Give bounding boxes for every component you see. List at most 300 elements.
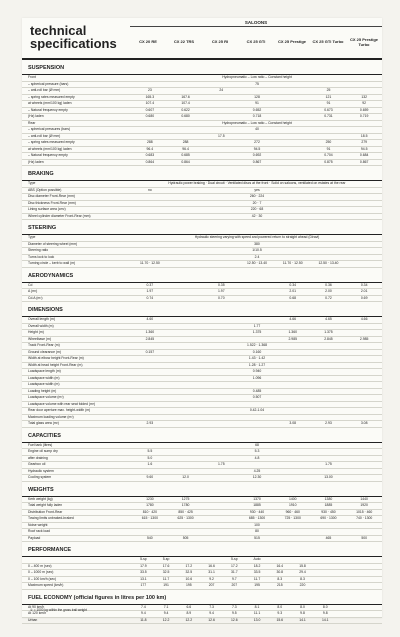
row-value: 1400 [288, 496, 297, 501]
row-label: Engine oil sump dry [28, 449, 58, 453]
row-label: Ground clearance (m) [28, 349, 61, 354]
row-value: 100 [254, 522, 260, 527]
row-label: Width at elbow height Front-Rear (m) [28, 356, 84, 360]
row-value: 11.8 [140, 617, 147, 622]
row-values [132, 140, 382, 146]
row-value: 0.68 [289, 295, 297, 300]
row-value: 1380 [324, 496, 333, 501]
row-label: Cd [28, 282, 33, 287]
row-values [132, 456, 382, 462]
row-value [239, 337, 275, 343]
row-value: 18.5 [360, 133, 368, 138]
row-value [275, 88, 311, 94]
row-label: 0 – 100 km/h (sec) [28, 576, 57, 581]
row-value: 215 [276, 583, 283, 587]
row-value: 1.75 [325, 462, 332, 466]
row-values [132, 343, 382, 349]
row-values [132, 181, 382, 187]
section-title: SUSPENSION [22, 60, 382, 75]
row-value: 1780 [146, 503, 154, 507]
row-value: 1370 [253, 496, 261, 501]
row-value [314, 577, 337, 583]
row-value [168, 449, 204, 455]
row-values [132, 153, 382, 159]
row-value [291, 557, 314, 563]
row-value: 0.157 [145, 349, 155, 354]
row-value [168, 462, 204, 468]
row-value [168, 350, 204, 356]
row-value: 1.096 [252, 375, 262, 380]
row-values [132, 421, 382, 427]
row-value [275, 114, 311, 120]
row-values [132, 201, 382, 207]
column-header: CX 25 Prestige Turbo [349, 36, 378, 47]
row-value: 1.97 [146, 289, 154, 293]
row-label [22, 557, 132, 563]
row-value [203, 147, 239, 153]
row-values [132, 510, 382, 516]
row-label: Height (m) [28, 330, 44, 334]
row-value [168, 188, 204, 194]
footnote: ② = 1000 kg within the gross trail weight [30, 608, 87, 612]
row-value: 1440 [360, 496, 368, 501]
row-value: 9.7 [231, 576, 237, 581]
column-header: CX 20 RE [139, 39, 157, 45]
row-label: – spring rates measured empty [28, 94, 75, 99]
row-value [132, 402, 382, 408]
row-value [203, 330, 239, 336]
row-value [346, 261, 382, 267]
row-value [203, 449, 239, 455]
row-label: Fuel tank (litres) [28, 442, 53, 447]
row-value: 13.1 [140, 576, 147, 581]
row-value: 0.683 [145, 153, 155, 157]
row-value [275, 153, 311, 159]
row-label: Towing limits unbraked-braked [28, 516, 74, 520]
row-value: 9.4 [141, 611, 146, 615]
row-label: Loadspace volume with rear seat folded (m³) [28, 401, 96, 406]
row-value: 9.5 [231, 611, 237, 615]
spec-section [22, 590, 382, 625]
row-label: Type [28, 181, 36, 185]
section-title: CAPACITIES [22, 428, 382, 443]
row-label: Rear [28, 120, 36, 125]
row-values [132, 443, 382, 449]
row-value: 1885 [324, 503, 333, 507]
row-value [168, 456, 204, 462]
row-values [132, 516, 382, 522]
spec-section [22, 302, 382, 428]
row-values [132, 497, 382, 503]
row-value: 24 [219, 88, 224, 92]
row-value: 2.93 [146, 421, 154, 425]
row-value [203, 350, 239, 356]
row-value: 121 [325, 94, 332, 99]
spec-row [22, 618, 382, 625]
row-value: 31.7 [231, 570, 238, 574]
row-values [132, 376, 382, 382]
row-value [337, 564, 360, 570]
section-title: AERODYNAMICS [22, 268, 382, 283]
row-value: 2.93 [325, 421, 332, 425]
row-value: 10.6 [185, 576, 193, 581]
spec-section [22, 482, 382, 543]
row-value [203, 456, 239, 462]
row-value: 625 · 1300 [177, 516, 194, 520]
row-value [311, 350, 347, 356]
row-value: 3.08 [360, 421, 368, 425]
row-label: – anti-roll bar (Ø mm) [28, 133, 61, 138]
row-value: 96.4 [146, 146, 154, 151]
row-value [346, 462, 382, 468]
row-value: 16.4 [276, 563, 284, 568]
row-value [239, 296, 275, 302]
row-label: – spring rates measured empty [28, 140, 75, 144]
row-value [203, 114, 239, 120]
row-value: 9.60 [146, 475, 154, 479]
row-label: Loadspace volume (m³) [28, 395, 64, 399]
row-value: 4.25 [253, 468, 261, 473]
row-value: Hydraulic power braking · Dual circuit · Ventilated discs at the front · Solid on saloons, ventilated on estates at the rear [168, 181, 346, 185]
section-title: PERFORMANCE [22, 542, 382, 557]
spec-section [22, 428, 382, 482]
row-label: Cd.A (m²) [28, 295, 43, 300]
row-value [359, 570, 382, 576]
row-value [203, 536, 239, 542]
row-value: 8.3 [277, 576, 283, 581]
spec-page [22, 18, 382, 622]
row-value: 31.1 [208, 570, 215, 574]
column-header-cells [130, 27, 382, 58]
row-label: Total weight fully laden [28, 503, 63, 507]
row-label: Disc diameter Front-Rear (mm) [28, 194, 75, 198]
row-values [132, 147, 382, 153]
row-values [132, 415, 382, 421]
row-label: – spherical pressure (bars) [28, 81, 69, 86]
row-value: 1885 [253, 503, 261, 507]
row-values [132, 121, 382, 127]
row-value: 195 [186, 583, 192, 587]
row-value [337, 583, 360, 589]
row-value [314, 564, 337, 570]
row-value: 505 [182, 535, 189, 540]
row-value [311, 456, 347, 462]
row-values [132, 289, 382, 295]
row-value: 0.70 [217, 295, 225, 300]
row-value: 7.3 [231, 604, 237, 609]
row-value: 207 [208, 583, 215, 587]
row-value: 30.8 [276, 570, 284, 574]
row-label: at wheels (mm/100 kg) laden [28, 146, 72, 151]
row-value: 0.875 [324, 159, 333, 164]
row-value [168, 317, 204, 323]
row-value: 220 · 68 [250, 207, 264, 211]
row-value: 14.1 [299, 617, 306, 622]
row-value: 9.3 [277, 611, 283, 615]
row-value: 13.00 [324, 475, 333, 479]
row-value: 1015 · 460 [356, 509, 373, 514]
row-value [203, 317, 239, 323]
column-header: CX 22 TRS [173, 39, 195, 45]
row-value: 250 [325, 140, 332, 144]
row-value: 0.685 [181, 153, 190, 157]
row-values [132, 160, 382, 166]
row-value: 12.2 [162, 617, 170, 622]
row-label: At 90 km/h [28, 604, 45, 609]
row-value: 0.659 [359, 107, 369, 112]
row-values [132, 583, 382, 589]
spec-section [22, 166, 382, 220]
row-label: – Natural frequency empty [28, 107, 68, 112]
row-value [239, 421, 275, 427]
row-value: 515 [254, 535, 260, 540]
row-value [275, 140, 311, 146]
row-value: 5.5 [147, 449, 153, 453]
row-value [168, 283, 204, 289]
row-label: Overall width (m) [28, 323, 54, 328]
row-value: 0.622 [181, 107, 190, 112]
row-values [132, 214, 382, 220]
row-value: 128 [254, 94, 260, 99]
row-value: 7.1 [163, 604, 169, 609]
row-value: 1.375 [252, 330, 262, 334]
row-value: 0.731 [324, 114, 333, 118]
row-value: 810 · 420 [142, 509, 158, 514]
row-value: 5-sp [162, 557, 170, 561]
row-value: 740 · 1300 [356, 516, 373, 520]
row-value: 690 · 1300 [320, 516, 337, 520]
row-value: 1920 [360, 503, 368, 507]
row-value: 8.0 [322, 604, 328, 609]
row-value [337, 557, 360, 563]
row-value: 1/10.5 [252, 248, 262, 252]
row-value: 29.4 [299, 570, 306, 574]
row-values [132, 611, 382, 617]
row-value: 2.845 [324, 336, 333, 341]
row-values [132, 529, 382, 535]
row-value: 16.6 [208, 563, 215, 568]
spec-section [22, 60, 382, 166]
row-value: 94.5 [253, 146, 261, 151]
row-values [132, 503, 382, 509]
row-value: 17.9 [140, 563, 147, 568]
row-value: 465 [325, 535, 332, 540]
row-label: (Hz) laden [28, 159, 44, 164]
row-value [275, 462, 311, 468]
row-value [311, 449, 347, 455]
row-value [275, 536, 311, 542]
row-label: A (m²) [28, 289, 38, 293]
row-label: after draining [28, 455, 48, 460]
row-value: 12.50 · 13.40 [247, 261, 267, 265]
row-value: 4.60 [146, 317, 154, 321]
row-value: 1.6 [147, 462, 153, 466]
row-value [337, 570, 360, 576]
row-value: 42 · 30 [251, 213, 263, 218]
row-value [346, 88, 382, 94]
row-value [359, 611, 382, 617]
row-value: 3.08 [289, 421, 297, 425]
row-value [337, 577, 360, 583]
row-values [132, 235, 382, 241]
row-value: Auto [253, 557, 261, 561]
row-label: – spherical pressures (bars) [28, 127, 71, 131]
row-value: 0.867 [252, 159, 262, 164]
row-values [132, 317, 382, 323]
row-value: 4.66 [289, 317, 297, 321]
row-values [132, 369, 382, 375]
row-values [132, 114, 382, 120]
row-value [359, 618, 382, 624]
row-label: (Hz) laden [28, 114, 44, 118]
row-value: 0.507 [252, 395, 262, 399]
row-values [132, 134, 382, 140]
row-value: 5.0 [147, 455, 153, 460]
row-label: Loadspace width (m) [28, 382, 60, 386]
row-value: 14.1 [321, 617, 329, 622]
row-value [337, 605, 360, 611]
row-value [203, 188, 239, 194]
row-value [346, 350, 382, 356]
row-value: 288 [147, 140, 153, 144]
row-value [314, 570, 337, 576]
row-values [132, 557, 382, 563]
row-value [203, 95, 239, 101]
row-value [168, 261, 204, 267]
row-value: 8.1 [254, 604, 260, 609]
row-value: 25 [326, 88, 331, 92]
row-value [168, 134, 204, 140]
row-value: 0.74 [146, 295, 154, 300]
row-value: 91 [326, 101, 331, 105]
row-value: 272 [254, 140, 260, 144]
row-label: Lining surface area (cm²) [28, 207, 66, 211]
row-value: 13.0 [253, 617, 261, 622]
spec-sections [22, 60, 382, 624]
row-value: 94.5 [360, 146, 368, 151]
row-values [132, 382, 382, 388]
row-value [239, 317, 275, 323]
row-value: 91 [255, 101, 259, 105]
row-values [132, 207, 382, 213]
row-value: 1.75 [217, 462, 225, 466]
column-header: CX 25 GTi [246, 39, 266, 45]
row-values [132, 248, 382, 254]
row-label: Urban [28, 617, 38, 622]
row-label: Width at head height Front-Rear (m) [28, 362, 83, 367]
row-value: 1.522 · 1.368 [247, 343, 267, 347]
row-value: 500 [361, 535, 367, 540]
row-label: Type [28, 235, 36, 239]
row-value [239, 88, 275, 94]
row-label: Maximum speed (km/h) [28, 583, 64, 587]
row-value [311, 134, 347, 140]
row-value [203, 108, 239, 114]
row-value: 5-sp [140, 557, 147, 561]
row-value [168, 337, 204, 343]
row-label: – anti-roll bar (Ø mm) [28, 88, 61, 92]
row-value: 40 [255, 127, 259, 131]
section-title: DIMENSIONS [22, 302, 382, 317]
row-values [132, 389, 382, 395]
row-value [203, 140, 239, 146]
row-label: at wheels (mm/100 kg) laden [28, 101, 72, 105]
row-value: 2.985 [359, 336, 369, 341]
row-value: 107.4 [145, 101, 155, 105]
row-value: 0.72 [325, 295, 332, 300]
row-label: Diameter of steering wheel (mm) [28, 241, 78, 246]
spec-header [22, 18, 382, 60]
row-value [203, 153, 239, 159]
row-value: 725 · 1300 [284, 516, 301, 520]
row-values [132, 337, 382, 343]
row-value [132, 415, 382, 421]
row-value [346, 475, 382, 481]
row-value: 11.7 [253, 576, 261, 581]
row-label: Kerb weight (kg) [28, 496, 53, 501]
row-value [203, 101, 239, 107]
row-values [132, 350, 382, 356]
row-value: 1780 [181, 503, 190, 507]
row-value [203, 475, 239, 481]
row-value: 17.6 [162, 563, 170, 568]
row-label: Wheelbase (m) [28, 336, 51, 341]
row-value: 0.867 [359, 159, 369, 164]
row-values [132, 127, 382, 133]
row-value [239, 462, 275, 468]
row-value: 177 [140, 583, 147, 587]
row-value: 260 · 224 [249, 194, 265, 198]
row-value: 2.985 [288, 336, 297, 341]
row-value: 540 [147, 535, 153, 540]
row-value [275, 456, 311, 462]
row-label: Hydraulic system [28, 468, 54, 473]
row-value: 0.940 [252, 369, 262, 373]
row-value: 1.360 [288, 330, 297, 334]
row-value [203, 337, 239, 343]
row-value: 2.845 [145, 336, 155, 341]
row-value: 8.0 [277, 604, 283, 609]
spec-section [22, 542, 382, 590]
row-value: 11.7 [162, 576, 170, 581]
row-value [314, 583, 337, 589]
row-value: 15.6 [276, 617, 284, 622]
row-value [275, 147, 311, 153]
row-value: 6.6 [186, 604, 192, 609]
row-value: 0.607 [145, 107, 155, 112]
row-value: 9.2 [209, 576, 214, 581]
row-values [132, 618, 382, 624]
row-value: 0.160 [252, 349, 262, 354]
row-values [132, 356, 382, 362]
row-value: 960 · 460 [285, 509, 300, 514]
row-value: 1230 [146, 496, 154, 501]
row-value [359, 564, 382, 570]
row-value [177, 557, 200, 563]
row-value: 12.6 [208, 617, 215, 622]
row-value [203, 160, 239, 166]
row-value [275, 101, 311, 107]
row-value: 68 [255, 442, 259, 447]
row-value: 5.3 [254, 449, 260, 453]
row-value: 0.652 [252, 107, 262, 112]
row-value: yes [254, 187, 260, 192]
row-value: 685 · 1300 [248, 516, 266, 520]
section-title: STEERING [22, 220, 382, 235]
row-value: 12.2 [185, 617, 193, 622]
row-value [168, 330, 204, 336]
row-value [168, 88, 204, 94]
